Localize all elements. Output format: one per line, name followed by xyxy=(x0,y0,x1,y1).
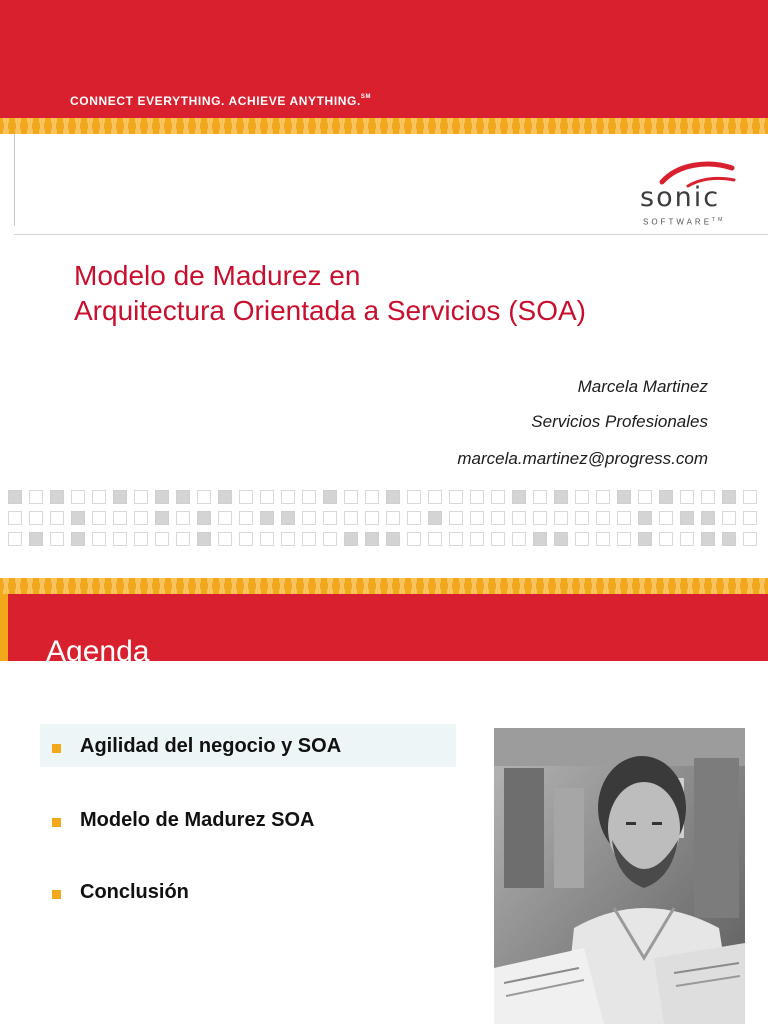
bullet-square-icon xyxy=(52,818,61,827)
bullet-square-icon xyxy=(52,744,61,753)
agenda-item: Modelo de Madurez SOA xyxy=(80,809,315,831)
decorative-strip xyxy=(0,578,768,594)
logo-wordmark: sonic xyxy=(640,182,721,213)
logo-subtitle: SOFTWARE™ xyxy=(643,217,726,227)
photo-illustration xyxy=(494,728,745,1024)
sonic-software-logo xyxy=(640,162,752,230)
bullet-square-icon xyxy=(52,890,61,899)
tagline: CONNECT EVERYTHING. ACHIEVE ANYTHING.℠ xyxy=(70,94,372,108)
decorative-grid xyxy=(8,490,768,553)
slide-title: Modelo de Madurez en Arquitectura Orientada a Servicios (SOA) xyxy=(74,260,586,326)
agenda-slide xyxy=(0,578,768,1024)
agenda-item: Agilidad del negocio y SOA xyxy=(80,735,342,757)
header-band xyxy=(0,0,768,118)
agenda-title: Agenda xyxy=(46,635,150,668)
author-role: Servicios Profesionales xyxy=(531,412,708,431)
agenda-header xyxy=(0,594,768,668)
divider xyxy=(14,134,15,226)
author-name: Marcela Martinez xyxy=(577,377,708,396)
decorative-strip xyxy=(0,118,768,134)
photo-man-reading-newspaper xyxy=(494,728,745,1024)
divider xyxy=(14,234,768,235)
author-email: marcela.martinez@progress.com xyxy=(457,449,708,468)
agenda-item: Conclusión xyxy=(80,881,189,903)
